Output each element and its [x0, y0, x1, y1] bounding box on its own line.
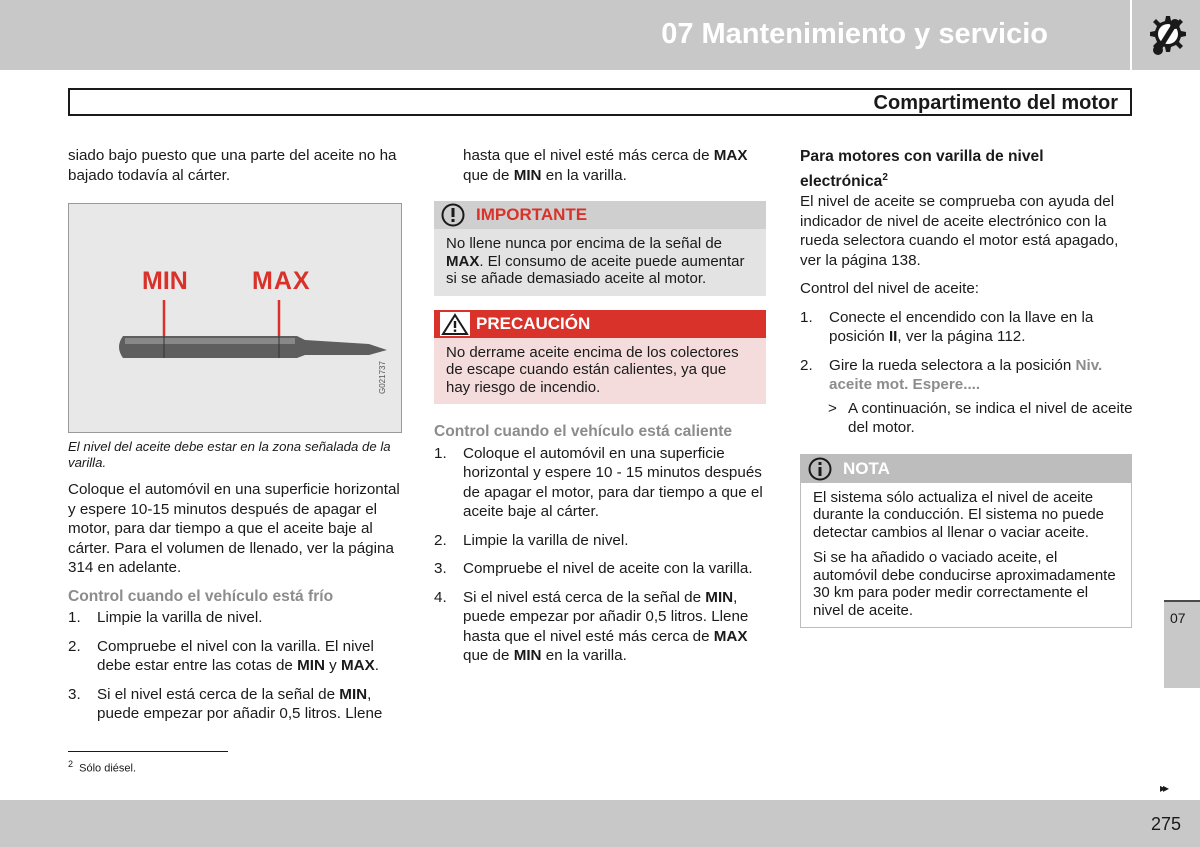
warning-triangle-icon: [440, 312, 470, 336]
list-item: 1. Limpie la varilla de nivel.: [68, 609, 263, 626]
caution-label: PRECAUCIÓN: [476, 313, 591, 333]
list-item: 1. Conecte el encendido con la llave en la posición II, ver la página 112.: [800, 308, 1094, 346]
result-item: > A continuación, se indica el nivel de aceite del motor.: [828, 399, 1133, 437]
list-item: 2. Compruebe el nivel con la varilla. El nivel debe estar entre las cotas de MIN y MAX.: [68, 637, 379, 674]
section-title-bar: [68, 88, 1132, 116]
note-body: El sistema sólo actualiza el nivel de aceite durante la conducción. El sistema no puede detectar cambios al llenar o vaciar aceite. Si se ha añadido o vaciado aceite, el automóvil debe conducirse aproximadamente 30 km para poder medir correctamente el nivel de aceite.: [801, 483, 1131, 628]
cold-steps-list: [68, 608, 404, 724]
paragraph-1: Coloque el automóvil en una superficie horizontal y espere 10-15 minutos después de apagar el motor, para dar tiempo a que el aceite baje al cárter. Para el volumen de llenado, ver la página 314 en adelante.: [68, 481, 400, 576]
hot-steps-list: [434, 444, 768, 666]
dipstick-illustration: [69, 204, 401, 432]
footer-band: [0, 800, 1200, 847]
chapter-side-tab[interactable]: [1164, 600, 1200, 688]
info-circle-icon: [807, 457, 833, 481]
important-label: IMPORTANTE: [476, 205, 588, 224]
electronic-steps-list: [800, 308, 1134, 395]
wrench-gear-icon: [1141, 13, 1191, 59]
column-middle: [434, 146, 768, 675]
section-title: Compartimento del motor: [873, 92, 1118, 114]
list-item: 1. Coloque el automóvil en una superficie horizontal y espere 10 - 15 minutos después de apagar el motor, para dar tiempo a que el aceite baje al cárter.: [434, 444, 763, 520]
page-number: 275: [1150, 814, 1181, 834]
important-box: [434, 201, 766, 296]
chapter-title: 07 Mantenimiento y servicio: [661, 18, 1048, 50]
column-left: [68, 146, 404, 733]
exclamation-circle-icon: [440, 203, 466, 227]
note-header: [801, 455, 1131, 483]
electronic-dipstick-heading: Para motores con varilla de nivel electrónica$^2$: [800, 148, 1044, 191]
important-body: No llene nunca por encima de la señal de MAX. El consumo de aceite puede aumentar si se añade demasiado aceite al motor.: [434, 229, 766, 296]
dipstick-figure: [68, 203, 402, 433]
note-box: [800, 454, 1132, 629]
chapter-side-tab-label: 07: [1170, 610, 1186, 626]
figure-code: G021737: [378, 361, 387, 394]
hot-check-heading: Control cuando el vehículo está caliente: [434, 423, 733, 440]
list-item: 2. Limpie la varilla de nivel.: [434, 531, 629, 549]
footnote: $^2$ Sólo diésel.: [68, 759, 137, 775]
figure-min-label: MIN: [142, 267, 188, 295]
figure-max-label: MAX: [252, 267, 311, 295]
next-page-arrow-icon[interactable]: ▸▸: [1160, 781, 1167, 795]
column-right: [800, 146, 1134, 638]
chapter-icon-tab: [1132, 0, 1200, 70]
paragraph-control: Control del nivel de aceite:: [800, 280, 979, 298]
list-item: 3. Compruebe el nivel de aceite con la varilla.: [434, 560, 753, 577]
paragraph-electronic: El nivel de aceite se comprueba con ayuda del indicador de nivel de aceite electrónico con la rueda selectora cuando el motor está apagado, ver la página 138.: [800, 193, 1119, 269]
caution-box: [434, 310, 766, 405]
list-item: 2. Gire la rueda selectora a la posición Niv. aceite mot. Espere....: [800, 356, 1103, 394]
caution-header: [434, 310, 766, 338]
note-label: NOTA: [843, 458, 890, 478]
important-header: [434, 201, 766, 229]
footnote-ref: 2: [882, 172, 888, 183]
footnote-divider: [68, 751, 228, 752]
continued-text: hasta que el nivel esté más cerca de MAX que de MIN en la varilla.: [463, 147, 748, 184]
cold-check-heading: Control cuando el vehículo está frío: [68, 587, 334, 605]
list-item: 3. Si el nivel está cerca de la señal de MIN, puede empezar por añadir 0,5 litros. Llene: [68, 685, 383, 722]
intro-text: siado bajo puesto que una parte del aceite no ha bajado todavía al cárter.: [68, 147, 397, 184]
caution-body: No derrame aceite encima de los colectores de escape cuando están calientes, ya que hay riesgo de incendio.: [434, 338, 766, 405]
figure-caption: El nivel del aceite debe estar en la zona señalada de la varilla.: [68, 439, 391, 470]
list-item: 4. Si el nivel está cerca de la señal de MIN, puede empezar por añadir 0,5 litros. Llene hasta que el nivel esté más cerca de MAX que de MIN en la varilla.: [434, 588, 749, 664]
chapter-header-band: [0, 0, 1130, 70]
